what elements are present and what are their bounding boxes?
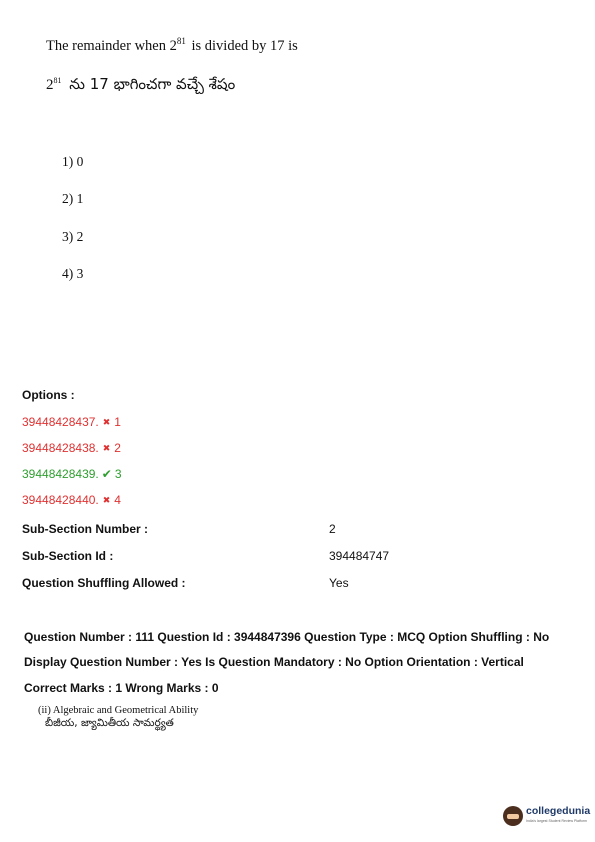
question-shuffling-label: Question Shuffling Allowed :: [22, 576, 186, 590]
cross-icon: ✖: [102, 416, 111, 427]
option-value: 3: [114, 467, 122, 481]
collegedunia-logo: [503, 806, 590, 826]
mascot-icon: [503, 806, 523, 826]
option-id: 39448428437.: [22, 415, 99, 429]
sub-section-number-label: Sub-Section Number :: [22, 522, 149, 536]
option-value: 1: [114, 415, 121, 429]
choice-item-2: 2) 1: [62, 191, 84, 206]
option-value: 4: [114, 493, 121, 507]
question-text-english: [46, 36, 298, 55]
logo-name: collegedunia: [526, 805, 591, 817]
sub-section-id-label: Sub-Section Id :: [22, 549, 114, 563]
meta-line-2: Display Question Number : Yes Is Question Mandatory : No Option Orientation : Vertical: [24, 655, 524, 669]
question-en-exponent: 81: [176, 36, 186, 46]
choice-item-3: 3) 2: [62, 229, 84, 244]
question-en-pre: The remainder when 2: [46, 38, 177, 54]
question-te-post: ను 17 భాగించగా వచ్చే శేషం: [64, 75, 236, 93]
option-id: 39448428440.: [22, 493, 99, 507]
sub-section-number-value: 2: [329, 522, 336, 536]
choice-item-4: 4) 3: [62, 266, 84, 281]
question-te-exponent: 81: [53, 76, 62, 85]
choice-item-1: 1) 0: [62, 154, 84, 169]
cross-icon: ✖: [102, 494, 111, 505]
option-row-4: [22, 493, 121, 507]
meta-line-3: Correct Marks : 1 Wrong Marks : 0: [24, 681, 219, 695]
check-icon: ✔: [101, 467, 112, 481]
meta-line-1: Question Number : 111 Question Id : 3944847396 Question Type : MCQ Option Shuffling : No: [24, 630, 550, 644]
option-value: 2: [114, 441, 121, 455]
question-text-telugu: [46, 75, 235, 97]
option-id: 39448428438.: [22, 441, 99, 455]
cross-icon: ✖: [102, 442, 111, 453]
question-shuffling-value: Yes: [329, 576, 349, 590]
logo-text: [526, 806, 590, 826]
section-title-english: (ii) Algebraic and Geometrical Ability: [38, 705, 199, 716]
option-row-3: [22, 467, 122, 481]
question-te-base: 2: [46, 77, 54, 93]
option-row-1: [22, 415, 121, 429]
sub-section-id-value: 394484747: [329, 549, 390, 563]
option-id: 39448428439.: [22, 467, 99, 481]
option-row-2: [22, 441, 121, 455]
section-title-telugu: బీజీయ, జ్యామితీయ సామర్థ్యత: [45, 717, 174, 729]
options-heading: Options :: [22, 388, 75, 402]
question-en-post: is divided by 17 is: [187, 38, 298, 54]
logo-tagline: India's largest Student Review Platform: [526, 819, 587, 823]
